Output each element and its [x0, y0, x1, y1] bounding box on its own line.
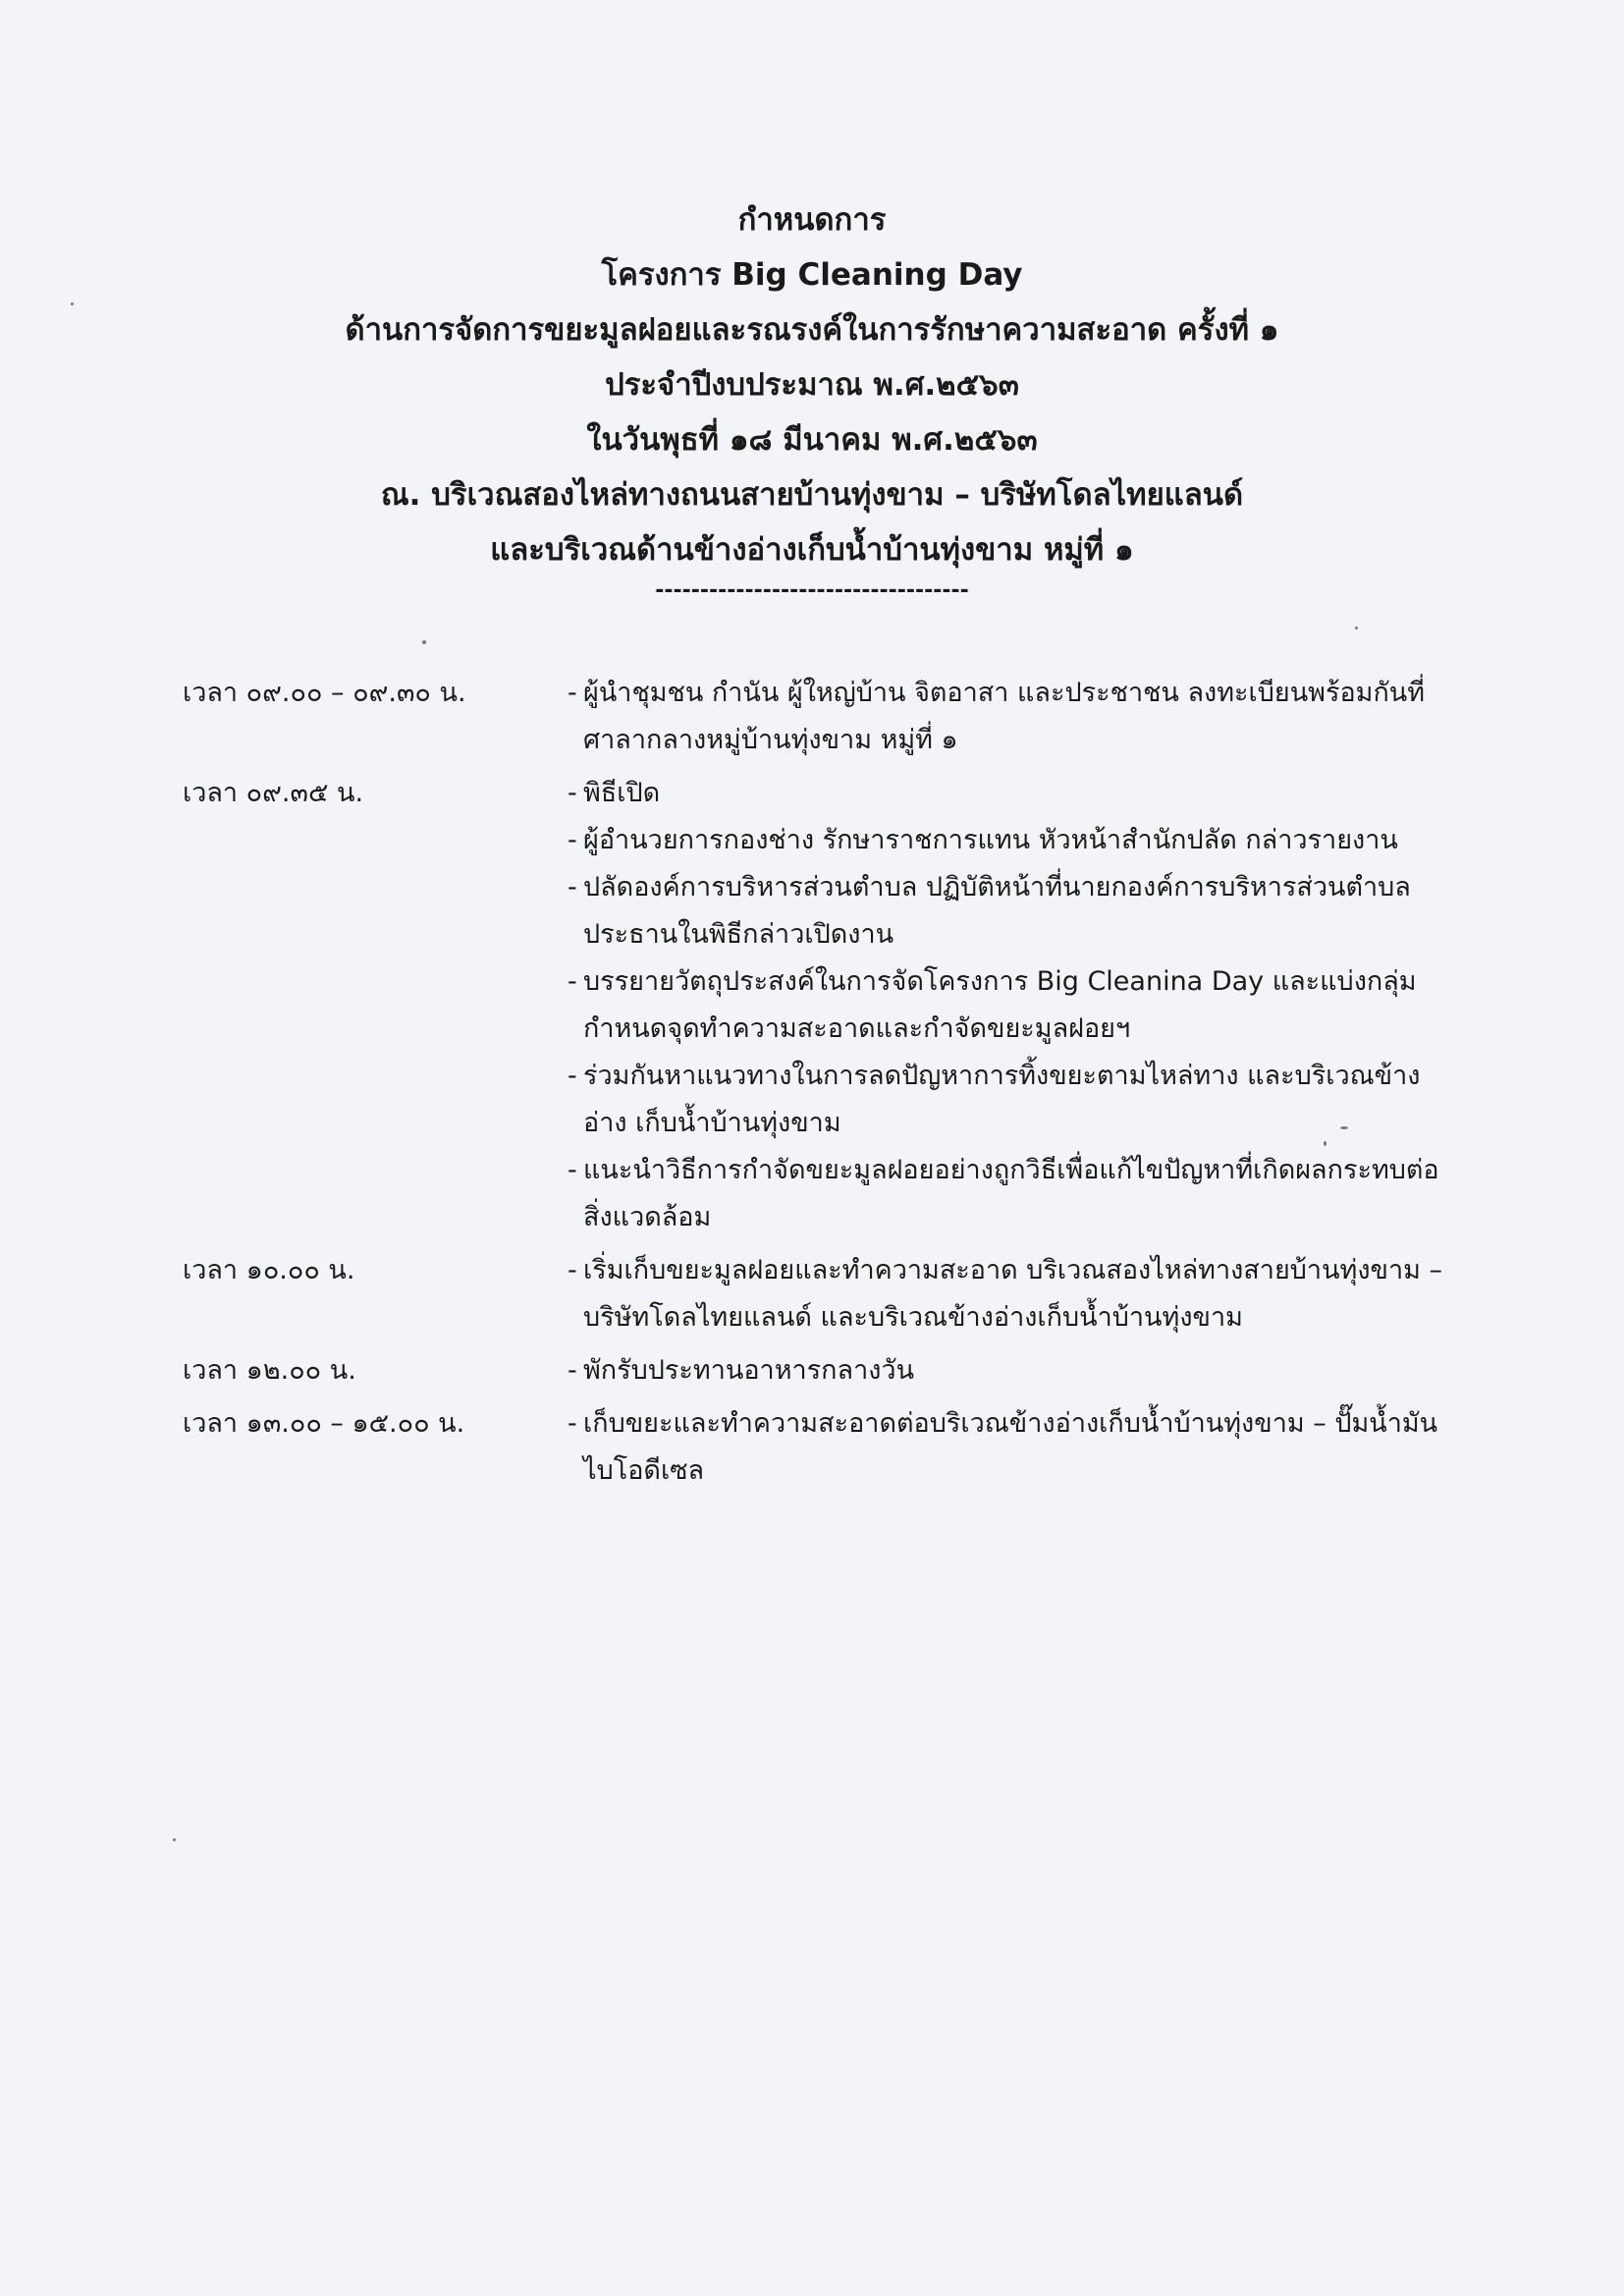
dash-marker: - — [568, 1061, 577, 1091]
dash-marker: - — [568, 1355, 577, 1386]
schedule-list — [183, 670, 1459, 1501]
scan-speck — [422, 640, 426, 644]
scan-speck — [1324, 1141, 1326, 1146]
schedule-items — [568, 1400, 1459, 1495]
schedule-item-text: บรรยายวัตถุประสงค์ในการจัดโครงการ Big Cleanina Day และแบ่งกลุ่ม กำหนดจุดทำความสะอาดและกำจัดขยะมูลฝอยฯ — [583, 966, 1417, 1044]
schedule-items — [568, 1347, 1459, 1394]
schedule-item-text: ผู้อำนวยการกองช่าง รักษาราชการแทน หัวหน้าสำนักปลัด กล่าวรายงาน — [583, 825, 1398, 855]
schedule-item — [568, 1147, 1459, 1241]
document-header — [0, 192, 1624, 611]
schedule-entry — [183, 770, 1459, 1241]
schedule-item — [568, 670, 1459, 764]
header-project-name: โครงการ Big Cleaning Day — [601, 257, 1023, 293]
schedule-item-text: เริ่มเก็บขยะมูลฝอยและทำความสะอาด บริเวณสองไหล่ทางสายบ้านทุ่งขาม – บริษัทโดลไทยแลนด์ และบริเวณข้างอ่างเก็บน้ำบ้านทุ่งขาม — [583, 1255, 1443, 1333]
dash-marker: - — [568, 1408, 577, 1439]
dash-marker: - — [568, 678, 577, 708]
schedule-item-text: เก็บขยะและทำความสะอาดต่อบริเวณข้างอ่างเก็บน้ำบ้านทุ่งขาม – ปั๊มน้ำมันไบโอดีเซล — [583, 1408, 1438, 1486]
dash-marker: - — [568, 1155, 577, 1185]
dash-marker: - — [568, 1255, 577, 1285]
dash-marker: - — [568, 872, 577, 902]
header-project-scope: ด้านการจัดการขยะมูลฝอยและรณรงค์ในการรักษาความสะอาด ครั้งที่ ๑ — [345, 312, 1279, 348]
scan-speck — [1355, 627, 1358, 629]
schedule-item-text: พิธีเปิด — [583, 778, 661, 808]
schedule-item-text: ปลัดองค์การบริหารส่วนตำบล ปฏิบัติหน้าที่นายกองค์การบริหารส่วนตำบล ประธานในพิธีกล่าวเปิดงาน — [583, 872, 1411, 950]
schedule-time: เวลา ๑๒.๐๐ น. — [183, 1355, 356, 1386]
header-location: ณ. บริเวณสองไหล่ทางถนนสายบ้านทุ่งขาม – บริษัทโดลไทยแลนด์ — [380, 477, 1244, 513]
dash-marker: - — [568, 778, 577, 808]
schedule-items — [568, 670, 1459, 764]
schedule-entry — [183, 1247, 1459, 1341]
schedule-item — [568, 864, 1459, 958]
schedule-time: เวลา ๑๓.๐๐ – ๑๕.๐๐ น. — [183, 1408, 465, 1439]
schedule-item — [568, 1347, 1459, 1394]
header-location-2: และบริเวณด้านข้างอ่างเก็บน้ำบ้านทุ่งขาม หมู่ที่ ๑ — [490, 532, 1134, 568]
schedule-item — [568, 1053, 1459, 1147]
schedule-item — [568, 958, 1459, 1053]
schedule-item-text: ร่วมกันหาแนวทางในการลดปัญหาการทิ้งขยะตามไหล่ทาง และบริเวณข้างอ่าง เก็บน้ำบ้านทุ่งขาม — [583, 1061, 1421, 1138]
header-title: กำหนดการ — [737, 202, 887, 238]
header-fiscal-year: ประจำปีงบประมาณ พ.ศ.๒๕๖๓ — [605, 367, 1019, 403]
schedule-item-text: พักรับประทานอาหารกลางวัน — [583, 1355, 915, 1386]
schedule-item-text: ผู้นำชุมชน กำนัน ผู้ใหญ่บ้าน จิตอาสา และประชาชน ลงทะเบียนพร้อมกันที่ ศาลากลางหมู่บ้านทุ่งขาม หมู่ที่ ๑ — [583, 678, 1426, 755]
schedule-items — [568, 770, 1459, 1241]
schedule-item — [568, 1400, 1459, 1495]
schedule-item — [568, 817, 1459, 864]
schedule-item — [568, 770, 1459, 817]
schedule-time: เวลา ๐๙.๐๐ – ๐๙.๓๐ น. — [183, 678, 466, 708]
schedule-entry — [183, 1400, 1459, 1495]
header-separator: ----------------------------------- — [655, 578, 969, 603]
dash-marker: - — [568, 825, 577, 855]
schedule-item — [568, 1247, 1459, 1341]
dash-marker: - — [568, 966, 577, 997]
scan-speck — [71, 302, 74, 305]
scan-speck — [173, 1838, 176, 1841]
schedule-time: เวลา ๐๙.๓๕ น. — [183, 778, 364, 808]
schedule-entry — [183, 670, 1459, 764]
schedule-item-text: แนะนำวิธีการกำจัดขยะมูลฝอยอย่างถูกวิธีเพื่อแก้ไขปัญหาที่เกิดผลกระทบต่อ สิ่งแวดล้อม — [583, 1155, 1439, 1232]
schedule-entry — [183, 1347, 1459, 1394]
schedule-time: เวลา ๑๐.๐๐ น. — [183, 1255, 355, 1285]
scan-speck — [1340, 1126, 1348, 1129]
schedule-items — [568, 1247, 1459, 1341]
header-date: ในวันพุธที่ ๑๘ มีนาคม พ.ศ.๒๕๖๓ — [586, 422, 1038, 458]
